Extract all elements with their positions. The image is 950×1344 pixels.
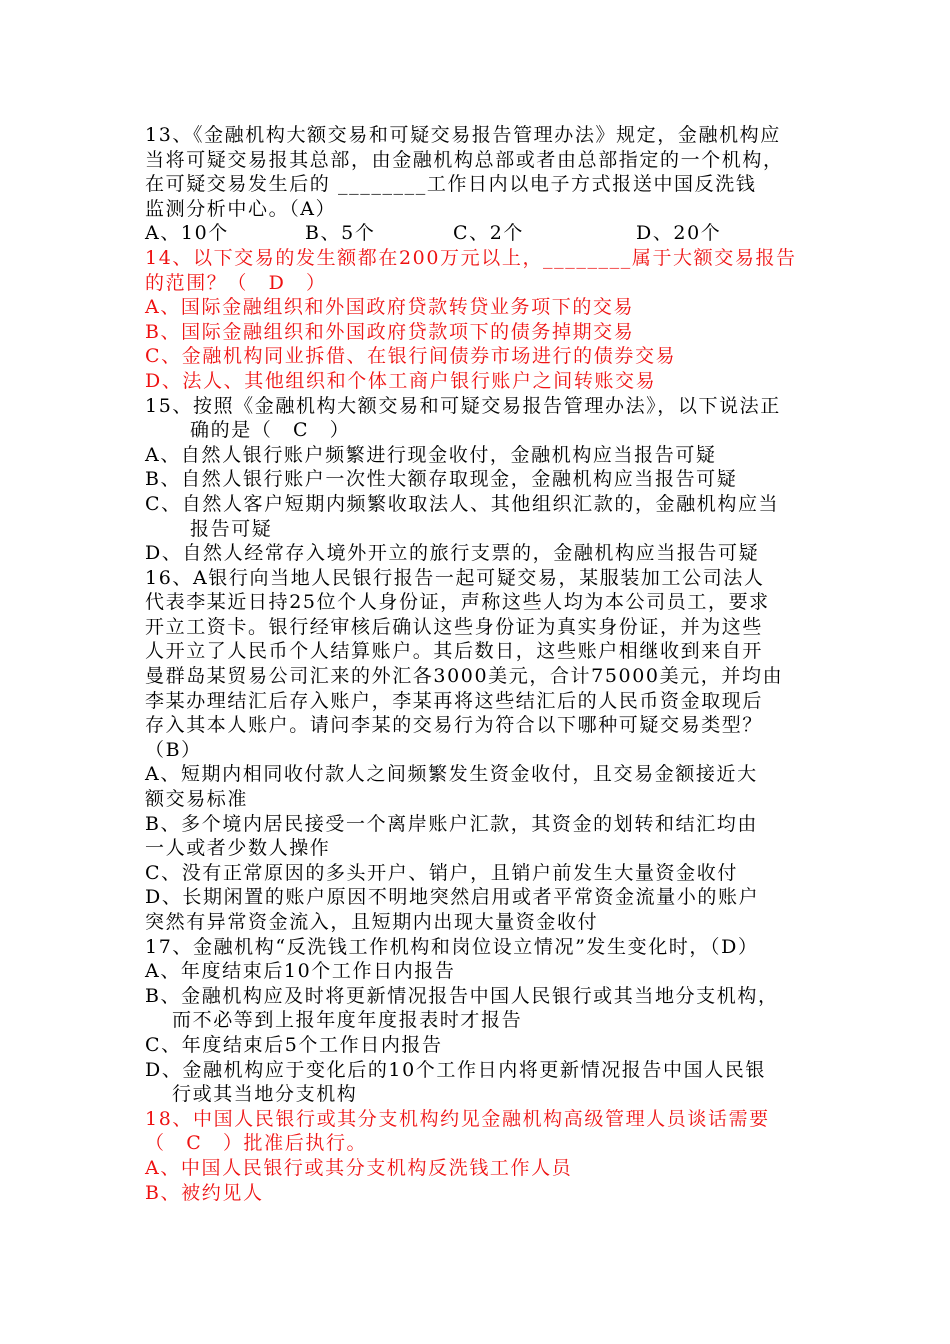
option-row (145, 221, 825, 246)
option-b: B、多个境内居民接受一个离岸账户汇款，其资金的划转和结汇均由 (145, 812, 758, 835)
question-text: 13、《金融机构大额交易和可疑交易报告管理办法》规定，金融机构应 (145, 124, 781, 146)
option-c-continued: 报告可疑 (190, 517, 273, 540)
question-text: 开立工资卡。银行经审核后确认这些身份证为真实身份证，并为这些 (145, 615, 764, 638)
answer: （B） (145, 738, 202, 761)
question-text: 存入其本人账户。请问李某的交易行为符合以下哪种可疑交易类型？ (145, 714, 764, 737)
option-a: A、自然人银行账户频繁进行现金收付，金融机构应当报告可疑 (145, 443, 717, 466)
option-c: C、自然人客户短期内频繁收取法人、其他组织汇款的，金融机构应当 (145, 492, 780, 515)
question-text: 的范围？（ D ） (145, 271, 327, 294)
option-a-continued: 额交易标准 (145, 788, 249, 811)
option-a: A、国际金融组织和外国政府贷款转贷业务项下的交易 (145, 296, 635, 319)
option-d: D、自然人经常存入境外开立的旅行支票的，金融机构应当报告可疑 (145, 542, 760, 565)
option-c: C、没有正常原因的多头开户、销户，且销户前发生大量资金收付 (145, 861, 738, 884)
option-a: A、年度结束后10个工作日内报告 (145, 960, 456, 983)
option-c: C、金融机构同业拆借、在银行间债券市场进行的债券交易 (145, 345, 677, 368)
question-text: 确的是（ C ） (190, 419, 351, 442)
question-text: 在可疑交易发生后的 ________工作日内以电子方式报送中国反洗钱 (145, 173, 757, 196)
question-text: 15、按照《金融机构大额交易和可疑交易报告管理办法》，以下说法正 (145, 394, 781, 417)
question-text: 监测分析中心。（A） (145, 197, 337, 220)
option-b: B、自然人银行账户一次性大额存取现金，金融机构应当报告可疑 (145, 468, 738, 491)
question-text: 17、金融机构“反洗钱工作机构和岗位设立情况”发生变化时，（D） (145, 935, 759, 958)
option-c: C、2个 (453, 222, 525, 245)
option-d-continued: 突然有异常资金流入，且短期内出现大量资金收付 (145, 911, 599, 933)
option-d: D、法人、其他组织和个体工商户银行账户之间转账交易 (145, 369, 657, 392)
question-text: 当将可疑交易报其总部，由金融机构总部或者由总部指定的一个机构， (145, 148, 784, 171)
option-b: B、金融机构应及时将更新情况报告中国人民银行或其当地分支机构， (145, 984, 779, 1007)
option-b: B、被约见人 (145, 1181, 264, 1204)
question-18 (145, 1107, 825, 1205)
question-text: 曼群岛某贸易公司汇来的外汇各3000美元，合计75000美元，并均由 (145, 665, 784, 688)
option-d: D、长期闲置的账户原因不明地突然启用或者平常资金流量小的账户 (145, 886, 760, 909)
option-c: C、年度结束后5个工作日内报告 (145, 1033, 443, 1056)
option-a: A、短期内相同收付款人之间频繁发生资金收付，且交易金额接近大 (145, 763, 758, 786)
question-text: 18、中国人民银行或其分支机构约见金融机构高级管理人员谈话需要 (145, 1107, 770, 1130)
question-17 (145, 935, 825, 1107)
question-text: 人开立了人民币个人结算账户。其后数日，这些账户相继收到来自开 (145, 640, 764, 663)
option-a: A、中国人民银行或其分支机构反洗钱工作人员 (145, 1156, 573, 1179)
option-d: D、金融机构应于变化后的10个工作日内将更新情况报告中国人民银 (145, 1058, 767, 1081)
option-b-continued: 而不必等到上报年度年度报表时才报告 (172, 1009, 523, 1032)
option-a: A、10个 (145, 222, 229, 245)
question-15 (145, 394, 825, 566)
option-d: D、20个 (636, 222, 722, 245)
question-16 (145, 566, 825, 935)
question-text: 李某办理结汇后存入账户，李某再将这些结汇后的人民币资金取现后 (145, 689, 764, 712)
question-text: 14、以下交易的发生额都在200万元以上，________属于大额交易报告 (145, 246, 797, 269)
question-text: 16、A银行向当地人民银行报告一起可疑交易，某服装加工公司法人 (145, 566, 765, 589)
question-text: （ C ）批准后执行。 (145, 1132, 368, 1155)
option-b-continued: 一人或者少数人操作 (145, 837, 331, 860)
question-text: 代表李某近日持25位个人身份证，声称这些人均为本公司员工，要求 (145, 591, 770, 614)
question-13 (145, 123, 825, 246)
question-14 (145, 246, 825, 394)
option-b: B、国际金融组织和外国政府贷款项下的债务掉期交易 (145, 320, 635, 343)
option-b: B、5个 (305, 222, 376, 245)
option-d-continued: 行或其当地分支机构 (172, 1083, 358, 1106)
document-page (145, 123, 825, 1205)
